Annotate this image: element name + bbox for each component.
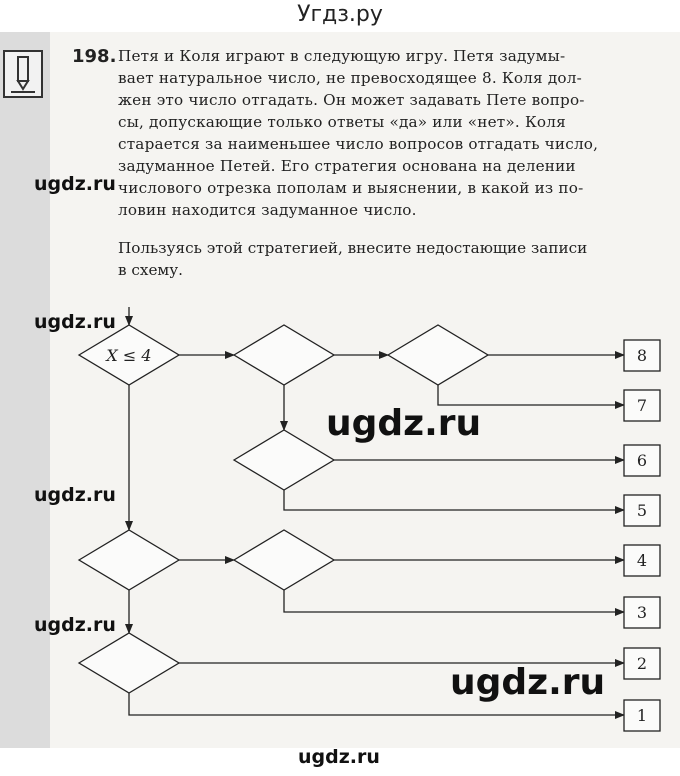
outcome-label: 4 <box>636 551 648 570</box>
watermark: ugdz.ru <box>298 746 380 768</box>
decision-empty <box>79 530 179 590</box>
decision-empty <box>388 325 488 385</box>
decision-empty <box>234 430 334 490</box>
task-line: Петя и Коля играют в следующую игру. Петя задумы- <box>118 47 566 65</box>
outcome-label: 7 <box>636 396 648 415</box>
decision-empty <box>234 530 334 590</box>
outcome-label: 5 <box>636 501 648 520</box>
watermark: ugdz.ru <box>34 173 116 195</box>
site-title: Угдз.ру <box>297 2 383 27</box>
task-line: сы, допускающие только ответы «да» или «нет». Коля <box>118 113 566 131</box>
task-line: задуманное Петей. Его стратегия основана на делении <box>118 157 576 175</box>
task-line: числового отрезка пополам и выяснении, в какой из по- <box>118 179 584 197</box>
connector <box>284 490 624 510</box>
task-number: 198. <box>72 46 117 67</box>
watermark: ugdz.ru <box>34 311 116 333</box>
decision-empty <box>79 633 179 693</box>
watermark: ugdz.ru <box>326 403 482 444</box>
instruction-line: в схему. <box>118 261 184 279</box>
task-line: жен это число отгадать. Он может задавать Пете вопро- <box>118 91 585 109</box>
decision-condition: X ≤ 4 <box>106 346 152 365</box>
outcome-label: 2 <box>636 654 648 673</box>
task-line: старается за наименьшее число вопросов отгадать число, <box>118 135 599 153</box>
outcome-label: 3 <box>636 603 648 622</box>
outcome-label: 8 <box>636 346 648 365</box>
decision-empty <box>234 325 334 385</box>
watermark: ugdz.ru <box>34 484 116 506</box>
connector <box>438 385 624 405</box>
outcome-label: 1 <box>636 706 648 725</box>
task-line: вает натуральное число, не превосходящее 8. Коля дол- <box>118 69 582 87</box>
watermark: ugdz.ru <box>450 662 606 703</box>
instruction-line: Пользуясь этой стратегией, внесите недостающие записи <box>118 239 588 257</box>
watermark: ugdz.ru <box>34 614 116 636</box>
connector <box>284 590 624 612</box>
task-line: ловин находится задуманное число. <box>118 201 417 219</box>
outcome-label: 6 <box>636 451 648 470</box>
